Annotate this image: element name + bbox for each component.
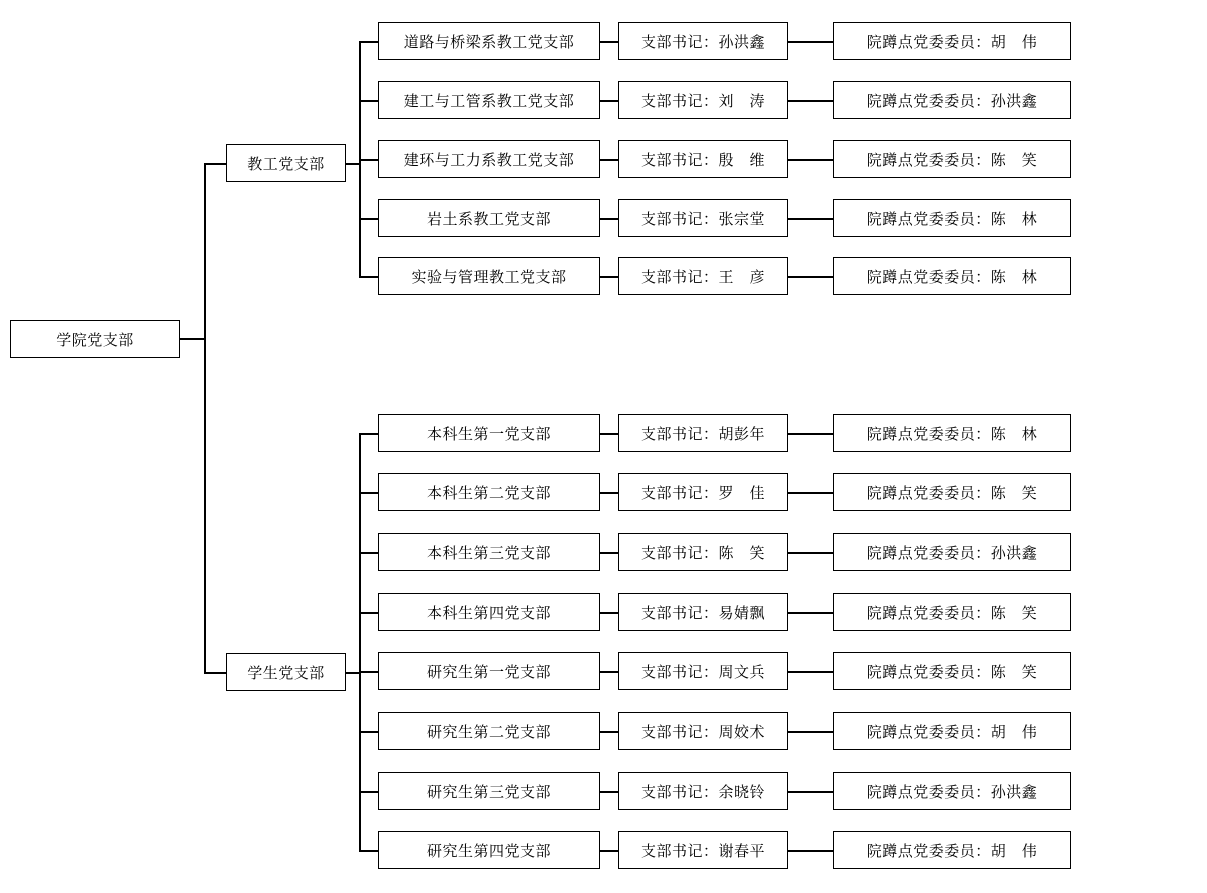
committee-label: 院蹲点党委委员：陈 林 xyxy=(866,211,1038,228)
root-node xyxy=(10,320,180,358)
branch-to-secretary-line xyxy=(600,671,618,673)
branch-line xyxy=(359,612,378,614)
secretary-to-committee-line xyxy=(788,731,833,733)
committee-label: 院蹲点党委委员：孙洪鑫 xyxy=(866,545,1038,562)
secretary-node xyxy=(618,831,788,869)
branch-to-secretary-line xyxy=(600,100,618,102)
committee-label: 院蹲点党委委员：陈 笑 xyxy=(866,152,1038,169)
branch-line xyxy=(359,276,378,278)
branch-name: 本科生第二党支部 xyxy=(426,485,551,502)
group-node-faculty xyxy=(226,144,346,182)
committee-node xyxy=(833,81,1071,119)
branch-line xyxy=(359,850,378,852)
secretary-node xyxy=(618,473,788,511)
group2-stub-line xyxy=(346,672,360,674)
branch-node xyxy=(378,414,600,452)
branch-to-secretary-line xyxy=(600,492,618,494)
branch-name: 研究生第四党支部 xyxy=(426,843,551,860)
main-spine-line xyxy=(204,163,206,673)
branch-line xyxy=(359,552,378,554)
committee-label: 院蹲点党委委员：孙洪鑫 xyxy=(866,784,1038,801)
committee-node xyxy=(833,414,1071,452)
secretary-to-committee-line xyxy=(788,218,833,220)
secretary-label: 支部书记：殷 维 xyxy=(640,152,765,169)
committee-label: 院蹲点党委委员：胡 伟 xyxy=(866,843,1038,860)
secretary-label: 支部书记：胡彭年 xyxy=(640,426,765,443)
secretary-to-committee-line xyxy=(788,671,833,673)
branch-to-secretary-line xyxy=(600,850,618,852)
root-stub-line xyxy=(180,338,205,340)
secretary-label: 支部书记：王 彦 xyxy=(640,269,765,286)
committee-label: 院蹲点党委委员：陈 笑 xyxy=(866,664,1038,681)
branch-to-secretary-line xyxy=(600,218,618,220)
committee-label: 院蹲点党委委员：陈 林 xyxy=(866,269,1038,286)
secretary-node xyxy=(618,22,788,60)
group2-distributor-line xyxy=(359,433,361,850)
secretary-to-committee-line xyxy=(788,276,833,278)
secretary-to-committee-line xyxy=(788,791,833,793)
branch-node xyxy=(378,772,600,810)
committee-node xyxy=(833,533,1071,571)
committee-label: 院蹲点党委委员：陈 笑 xyxy=(866,485,1038,502)
secretary-label: 支部书记：谢春平 xyxy=(640,843,765,860)
committee-label: 院蹲点党委委员：陈 林 xyxy=(866,426,1038,443)
secretary-to-committee-line xyxy=(788,612,833,614)
branch-node xyxy=(378,652,600,690)
group1-connector-line xyxy=(204,163,226,165)
branch-node xyxy=(378,81,600,119)
branch-line xyxy=(359,671,378,673)
secretary-label: 支部书记：张宗堂 xyxy=(640,211,765,228)
root-node-label: 学院党支部 xyxy=(56,332,134,349)
branch-node xyxy=(378,140,600,178)
committee-node xyxy=(833,199,1071,237)
branch-line xyxy=(359,791,378,793)
branch-node xyxy=(378,473,600,511)
secretary-label: 支部书记：余晓铃 xyxy=(640,784,765,801)
secretary-node xyxy=(618,257,788,295)
branch-node xyxy=(378,712,600,750)
branch-to-secretary-line xyxy=(600,159,618,161)
secretary-label: 支部书记：周姣术 xyxy=(640,724,765,741)
secretary-label: 支部书记：罗 佳 xyxy=(640,485,765,502)
branch-node xyxy=(378,257,600,295)
committee-node xyxy=(833,473,1071,511)
branch-line xyxy=(359,41,378,43)
secretary-to-committee-line xyxy=(788,850,833,852)
branch-node xyxy=(378,533,600,571)
secretary-node xyxy=(618,772,788,810)
committee-node xyxy=(833,831,1071,869)
secretary-node xyxy=(618,81,788,119)
committee-label: 院蹲点党委委员：陈 笑 xyxy=(866,605,1038,622)
committee-label: 院蹲点党委委员：胡 伟 xyxy=(866,724,1038,741)
secretary-label: 支部书记：周文兵 xyxy=(640,664,765,681)
secretary-node xyxy=(618,652,788,690)
committee-node xyxy=(833,22,1071,60)
branch-line xyxy=(359,492,378,494)
secretary-node xyxy=(618,140,788,178)
group1-stub-line xyxy=(346,163,360,165)
branch-node xyxy=(378,593,600,631)
committee-node xyxy=(833,772,1071,810)
branch-name: 建环与工力系教工党支部 xyxy=(403,152,575,169)
secretary-node xyxy=(618,593,788,631)
branch-name: 研究生第二党支部 xyxy=(426,724,551,741)
branch-line xyxy=(359,433,378,435)
committee-node xyxy=(833,257,1071,295)
secretary-node xyxy=(618,414,788,452)
secretary-to-committee-line xyxy=(788,159,833,161)
branch-name: 本科生第四党支部 xyxy=(426,605,551,622)
branch-name: 研究生第三党支部 xyxy=(426,784,551,801)
secretary-to-committee-line xyxy=(788,100,833,102)
group-node-student xyxy=(226,653,346,691)
branch-line xyxy=(359,159,378,161)
secretary-to-committee-line xyxy=(788,41,833,43)
secretary-label: 支部书记：刘 涛 xyxy=(640,93,765,110)
secretary-to-committee-line xyxy=(788,433,833,435)
branch-line xyxy=(359,731,378,733)
branch-to-secretary-line xyxy=(600,276,618,278)
branch-line xyxy=(359,100,378,102)
branch-to-secretary-line xyxy=(600,552,618,554)
branch-name: 岩土系教工党支部 xyxy=(426,211,551,228)
group-node-student-label: 学生党支部 xyxy=(247,665,325,682)
group2-connector-line xyxy=(204,672,226,674)
branch-name: 本科生第三党支部 xyxy=(426,545,551,562)
group-node-faculty-label: 教工党支部 xyxy=(247,156,325,173)
committee-node xyxy=(833,593,1071,631)
branch-node xyxy=(378,199,600,237)
secretary-label: 支部书记：孙洪鑫 xyxy=(640,34,765,51)
branch-name: 实验与管理教工党支部 xyxy=(411,269,567,286)
committee-node xyxy=(833,140,1071,178)
committee-label: 院蹲点党委委员：胡 伟 xyxy=(866,34,1038,51)
secretary-node xyxy=(618,533,788,571)
secretary-label: 支部书记：陈 笑 xyxy=(640,545,765,562)
committee-node xyxy=(833,652,1071,690)
branch-name: 建工与工管系教工党支部 xyxy=(403,93,575,110)
branch-to-secretary-line xyxy=(600,791,618,793)
committee-label: 院蹲点党委委员：孙洪鑫 xyxy=(866,93,1038,110)
branch-node xyxy=(378,831,600,869)
secretary-to-committee-line xyxy=(788,492,833,494)
secretary-node xyxy=(618,199,788,237)
branch-to-secretary-line xyxy=(600,731,618,733)
branch-node xyxy=(378,22,600,60)
branch-to-secretary-line xyxy=(600,433,618,435)
branch-line xyxy=(359,218,378,220)
secretary-node xyxy=(618,712,788,750)
secretary-to-committee-line xyxy=(788,552,833,554)
branch-to-secretary-line xyxy=(600,612,618,614)
branch-name: 研究生第一党支部 xyxy=(426,664,551,681)
branch-to-secretary-line xyxy=(600,41,618,43)
committee-node xyxy=(833,712,1071,750)
secretary-label: 支部书记：易婧飘 xyxy=(640,605,765,622)
branch-name: 本科生第一党支部 xyxy=(426,426,551,443)
branch-name: 道路与桥梁系教工党支部 xyxy=(403,34,575,51)
